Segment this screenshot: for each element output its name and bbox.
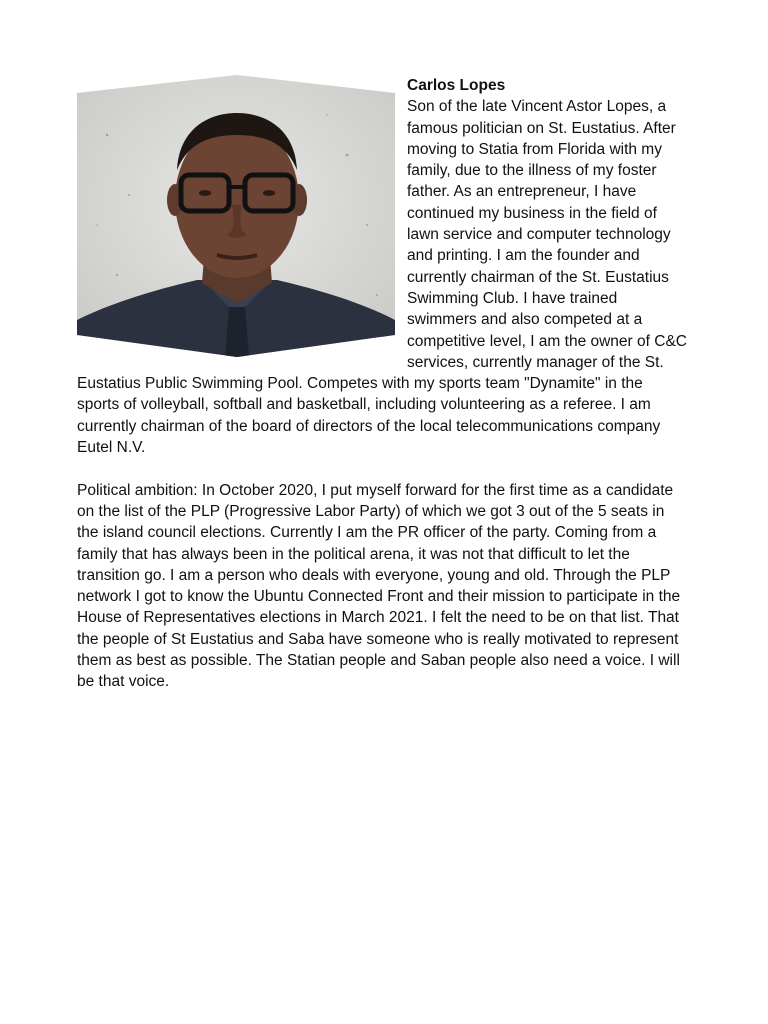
bio-paragraph: Son of the late Vincent Astor Lopes, a famous politician on St. Eustatius. After moving to Statia from Florida with my family, due to the illness of my foster father. As an entrepreneur, I have continued my business in the field of lawn service and computer technology and printing. I am the founder and currently chairman of the St. Eustatius Swimming Club. I have trained swimmers and also competed at a competitive level, I am the owner of C&C services, currently manager of the St. Eustatius Public Swimming Pool. Competes with my sports team "Dynamite" in the sports of volleyball, softball and basketball, including volunteering as a referee. I am currently chairman of the board of directors of the local telecommunications company Eutel N.V.: [77, 98, 687, 457]
ambition-paragraph: Political ambition: In October 2020, I put myself forward for the first time as a candidate on the list of the PLP (Progressive Labor Party) of which we got 3 out of the 5 seats in the island council elections. Currently I am the PR officer of the party. Coming from a family that has always been in the political arena, it was not that difficult to let the transition go. I am a person who deals with everyone, young and old. Through the PLP network I got to know the Ubuntu Connected Front and their mission to participate in the House of Representatives elections in March 2021. I felt the need to be on that list. That the people of St Eustatius and Saba have someone who is really motivated to represent them as best as possible. The Statian people and Saban people also need a voice. I will be that voice.: [77, 481, 681, 691]
profile-page: [77, 75, 689, 693]
portrait-photo: [77, 75, 395, 357]
person-name: Carlos Lopes: [407, 77, 506, 94]
